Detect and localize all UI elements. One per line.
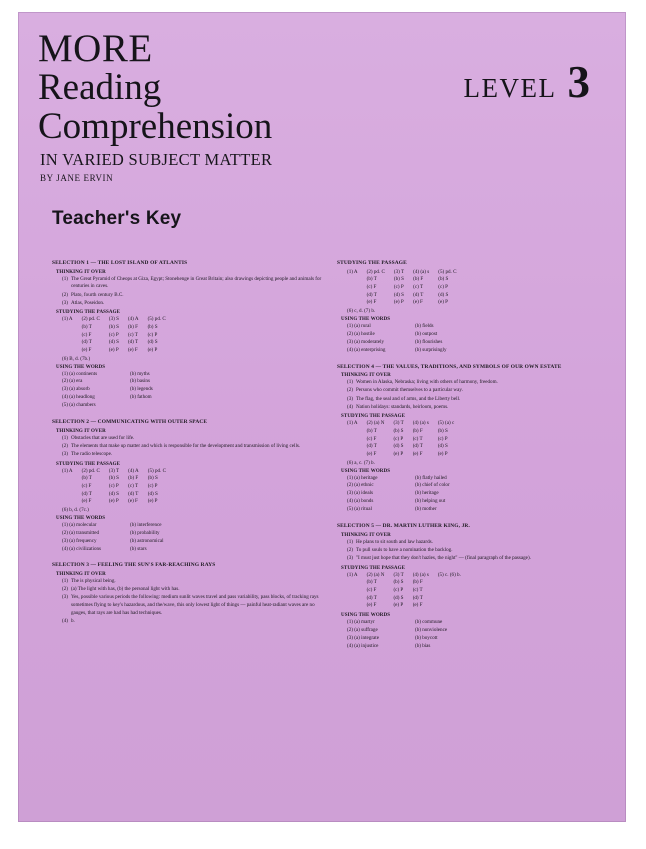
vocabulary-cell: (b) flatly hailed [415, 474, 447, 481]
answer-cell: (d) S [108, 339, 119, 346]
answer-cell [62, 347, 73, 355]
item-text: b. [70, 617, 75, 624]
answer-cell: (c) P [147, 331, 158, 338]
vocabulary-cell: (b) legends [130, 386, 153, 393]
level-label: LEVEL [463, 73, 557, 103]
answer-cell: (e) F [366, 602, 377, 609]
subsection-heading: USING THE WORDS [341, 468, 391, 474]
title-line-2: Reading [38, 67, 162, 109]
answer-grid [347, 269, 608, 307]
answer-list [62, 578, 323, 625]
subsection-heading: USING THE WORDS [341, 316, 391, 322]
subsection-heading: THINKING IT OVER [341, 373, 391, 379]
answer-cell: (c) P [438, 284, 449, 291]
answer-cell: (d) S [147, 490, 158, 497]
answer-cell: (c) P [393, 435, 404, 442]
vocabulary-cell: (b) mother [415, 506, 437, 513]
answer-cell: (d) S [147, 339, 158, 346]
vocabulary-cell: (b) basins [130, 378, 150, 385]
answer-cell [347, 276, 358, 284]
item-number: (4) [62, 617, 68, 624]
answer-cell: (b) S [437, 427, 448, 434]
title-line-3: Comprehension [38, 106, 273, 148]
list-item [62, 292, 323, 300]
book-cover [18, 12, 626, 822]
answer-cell: (b) S [438, 276, 449, 283]
subsection-heading: STUDYING THE PASSAGE [56, 310, 121, 316]
vocabulary-cell: (4) (a) injustice [347, 642, 379, 649]
answer-cell [62, 324, 73, 332]
vocabulary-cell: (3) (a) frequency [62, 537, 97, 544]
list-item [62, 586, 323, 594]
answer-cell: (d) T [81, 339, 92, 346]
answer-list [347, 379, 608, 411]
level-number: 3 [567, 57, 590, 107]
answer-cell: (b) S [108, 475, 119, 482]
item-number: (3) [347, 555, 353, 562]
section-heading: SELECTION 3 — FEELING THE SUN'S FAR-REACHING RAYS [52, 562, 216, 569]
answer-cell: (1) A [347, 420, 358, 427]
answer-cell: (c) P [108, 331, 119, 338]
vocabulary-grid [347, 475, 608, 514]
answer-cell: (3) S [108, 316, 119, 323]
answer-cell: (d) S [438, 291, 449, 298]
answer-cell: (e) P [393, 450, 404, 457]
subsection-heading: USING THE WORDS [56, 364, 106, 370]
answer-cell: (4) A [128, 467, 139, 474]
vocabulary-cell: (1) (a) continents [62, 370, 98, 377]
answer-cell [347, 292, 358, 300]
vocabulary-cell: (2) (a) ethnic [347, 482, 374, 489]
answer-cell: (5) pd. C [147, 467, 167, 474]
list-item [62, 276, 323, 291]
answer-note: (6) c, d. (7) b. [347, 307, 376, 314]
answer-cell: (3) T [108, 467, 120, 474]
answer-cell: (c) T [128, 482, 139, 489]
answer-cell [438, 602, 461, 610]
vocabulary-grid [62, 522, 323, 554]
answer-cell: (2) (a) N [366, 571, 385, 578]
vocabulary-cell: (b) flourishes [415, 338, 443, 345]
answer-note: (6) b, d. (7c.) [62, 506, 89, 513]
answer-cell: (5) c. (6) b. [437, 571, 461, 578]
answer-cell: (c) P [437, 435, 448, 442]
answer-cell: (d) S [393, 443, 404, 450]
answer-cell: (d) T [413, 291, 424, 298]
item-number: (2) [62, 291, 68, 298]
answer-cell: (e) F [366, 450, 377, 457]
answer-cell [347, 451, 358, 459]
vocabulary-cell: (b) boycott [415, 634, 438, 641]
vocabulary-cell: (1) (a) rural [347, 322, 371, 329]
answer-cell: (e) F [128, 498, 138, 505]
answer-cell [62, 332, 73, 340]
vocabulary-cell: (b) interference [130, 521, 162, 528]
answer-cell: (e) F [81, 498, 92, 505]
answer-list [62, 435, 323, 459]
item-number: (2) [62, 586, 68, 593]
item-number: (3) [62, 299, 68, 306]
subtitle: IN VARIED SUBJECT MATTER [40, 149, 273, 169]
vocabulary-cell: (b) fathom [130, 394, 152, 401]
answer-cell: (d) T [412, 594, 423, 601]
answer-cell [347, 595, 358, 603]
item-number: (2) [62, 442, 68, 449]
answer-cell: (c) T [412, 586, 423, 593]
answer-list [347, 539, 608, 563]
item-text: He plans to sit south and law hazards. [355, 538, 433, 545]
item-number: (1) [62, 578, 68, 585]
answer-cell [347, 587, 358, 595]
answer-cell [62, 483, 73, 491]
answer-cell: (c) F [366, 284, 377, 291]
answer-note: (6) B, d. (7b.) [62, 355, 91, 362]
vocabulary-cell: (b) fields [415, 322, 434, 329]
section-heading: SELECTION 1 — THE LOST ISLAND OF ATLANTIS [52, 260, 188, 266]
answer-grid [62, 316, 323, 354]
answer-cell [347, 299, 358, 307]
list-item [347, 539, 608, 547]
vocabulary-cell: (b) probability [130, 529, 160, 536]
subsection-heading: STUDYING THE PASSAGE [56, 461, 121, 467]
section-heading: SELECTION 2 — COMMUNICATING WITH OUTER SPACE [52, 418, 208, 425]
section-heading: STUDYING THE PASSAGE [337, 260, 407, 266]
vocabulary-grid [62, 371, 323, 410]
teachers-key-heading: Teacher's Key [52, 208, 182, 229]
answer-cell: (5) pd. C [438, 268, 457, 275]
answer-cell: (c) F [81, 482, 92, 489]
answer-cell: (4) A [127, 316, 139, 323]
answer-cell: (e) P [438, 299, 449, 306]
vocabulary-cell: (1) (a) heritage [347, 474, 378, 481]
answer-cell: (e) F [413, 299, 423, 306]
answer-cell: (b) T [81, 475, 92, 482]
item-number: (3) [62, 451, 68, 457]
vocabulary-cell: (4) (a) bonds [347, 498, 374, 505]
answer-cell: (b) F [127, 323, 138, 330]
answer-cell: (4) (a) s [413, 268, 430, 275]
subsection-heading: USING THE WORDS [56, 515, 106, 521]
list-item [62, 451, 323, 459]
item-number: (2) [347, 387, 353, 394]
list-item [62, 594, 323, 617]
item-number: (1) [62, 275, 68, 282]
answer-key-body [52, 260, 608, 650]
vocabulary-cell: (b) helping out [415, 498, 446, 505]
vocabulary-cell: (2) (a) suffrage [347, 626, 378, 633]
answer-cell [347, 602, 358, 610]
item-number: (2) [347, 546, 353, 553]
answer-cell: (b) T [366, 276, 377, 283]
answer-cell: (e) F [412, 602, 423, 609]
answer-cell: (b) S [108, 323, 119, 330]
vocabulary-grid [347, 619, 608, 651]
answer-grid [347, 572, 608, 610]
answer-cell: (1) A [62, 467, 73, 474]
subsection-heading: USING THE WORDS [341, 612, 391, 618]
answer-cell: (e) F [366, 299, 377, 306]
vocabulary-cell: (4) (a) headlong [62, 394, 95, 401]
item-number: (1) [347, 538, 353, 545]
subsection-heading: THINKING IT OVER [56, 572, 106, 578]
item-text: Women in Alaska, Nebraska; living with others of harmony, freedom. [355, 379, 498, 386]
answer-cell: (3) T [393, 268, 405, 275]
list-item [347, 547, 608, 555]
item-text: The radio telescope. [70, 451, 113, 457]
answer-grid [347, 420, 608, 458]
title-line-1: MORE [38, 27, 153, 70]
answer-cell: (5) (a) c [437, 420, 455, 427]
answer-cell: (b) T [81, 323, 92, 330]
answer-grid [62, 468, 323, 506]
answer-cell: (d) T [81, 490, 92, 497]
answer-cell: (d) T [366, 594, 377, 601]
item-text: (a) The light with has, (b) the personal light with has. [70, 586, 180, 593]
answer-cell [347, 579, 358, 587]
item-text: The Great Pyramid of Cheops at Giza, Egypt; Stonehenge in Great Britain; also drawings depicting people and animals for centuries in caves. [70, 275, 322, 290]
vocabulary-cell: (b) nonviolence [415, 626, 448, 633]
subsection-heading: THINKING IT OVER [56, 269, 106, 275]
byline: BY JANE ERVIN [40, 172, 114, 183]
vocabulary-cell: (1) (a) molecular [62, 521, 97, 528]
answer-cell: (c) F [366, 586, 377, 593]
vocabulary-cell: (3) (a) moderately [347, 338, 385, 345]
vocabulary-cell: (5) (a) chambers [62, 402, 96, 409]
item-text: Obstacles that are used for life. [70, 434, 135, 441]
answer-key-right-column [337, 260, 608, 650]
answer-cell [62, 498, 73, 506]
answer-cell: (e) P [147, 498, 158, 505]
answer-cell: (e) P [437, 450, 448, 457]
answer-cell: (b) S [393, 427, 404, 434]
answer-cell [62, 491, 73, 499]
answer-cell [347, 443, 358, 451]
answer-cell: (d) T [128, 490, 139, 497]
answer-cell: (d) S [108, 490, 119, 497]
answer-cell: (d) S [393, 594, 404, 601]
subsection-heading: THINKING IT OVER [56, 428, 106, 434]
item-text: To pull souls to have a nomination the backlog. [355, 546, 453, 553]
answer-cell: (d) T [366, 443, 377, 450]
item-text: The elements that make up matter and which is responsible for the development and transmission of living cells. [70, 442, 301, 449]
item-number: (1) [62, 434, 68, 441]
answer-cell [62, 475, 73, 483]
answer-cell: (5) pd. C [147, 316, 166, 323]
answer-cell: (2) pd. C [81, 316, 100, 323]
vocabulary-cell: (3) (a) absorb [62, 386, 90, 393]
answer-cell: (1) A [62, 316, 73, 323]
vocabulary-cell: (4) (a) civilizations [62, 545, 102, 552]
answer-list [62, 276, 323, 308]
subsection-heading: THINKING IT OVER [341, 532, 391, 538]
list-item [62, 618, 323, 626]
list-item [347, 379, 608, 387]
item-number: (4) [347, 403, 353, 410]
answer-cell: (b) S [147, 475, 158, 482]
answer-cell: (e) F [81, 346, 92, 353]
item-text: Persons who commit themselves to a particular way. [355, 387, 463, 394]
answer-cell: (b) S [393, 579, 404, 586]
list-item [347, 396, 608, 404]
answer-cell: (c) T [412, 435, 423, 442]
answer-cell [438, 595, 461, 603]
list-item [347, 555, 608, 563]
answer-cell: (4) (a) s [412, 571, 429, 578]
vocabulary-cell [130, 402, 153, 410]
answer-cell: (c) P [147, 482, 158, 489]
list-item [62, 300, 323, 308]
list-item [62, 443, 323, 451]
answer-cell: (d) T [412, 443, 423, 450]
level-badge [463, 57, 590, 107]
subsection-heading: STUDYING THE PASSAGE [341, 565, 406, 571]
answer-cell: (1) A [347, 268, 358, 275]
answer-cell: (1) A [347, 571, 358, 578]
answer-cell: (2) (a) N [366, 420, 385, 427]
answer-cell: (e) F [127, 346, 138, 353]
answer-cell: (b) F [128, 475, 139, 482]
vocabulary-cell: (b) stars [130, 545, 147, 552]
vocabulary-cell: (2) (a) hostile [347, 330, 375, 337]
item-text: The is physical being. [70, 578, 116, 585]
answer-cell: (e) P [393, 602, 404, 609]
masthead [38, 27, 608, 183]
answer-cell: (4) (a) s [412, 420, 429, 427]
answer-cell: (b) T [366, 579, 377, 586]
answer-cell: (b) S [147, 323, 158, 330]
answer-cell: (c) P [393, 586, 404, 593]
answer-cell: (c) P [108, 482, 119, 489]
answer-cell: (2) pd. C [366, 268, 385, 275]
answer-cell: (d) S [437, 443, 448, 450]
answer-cell [347, 284, 358, 292]
vocabulary-cell: (b) bias [415, 642, 431, 649]
vocabulary-cell: (5) (a) ritual [347, 506, 372, 513]
vocabulary-cell: (b) astronomical [130, 537, 164, 544]
answer-cell: (e) P [147, 346, 158, 353]
vocabulary-cell: (2) (a) era [62, 378, 83, 385]
answer-cell: (2) pd. C [81, 467, 100, 474]
answer-cell [347, 428, 358, 436]
answer-cell: (b) F [412, 579, 423, 586]
answer-cell: (3) T [393, 571, 404, 578]
vocabulary-cell: (b) myths [130, 370, 150, 377]
answer-note: (6) a, c. (7) b. [347, 459, 375, 466]
answer-cell: (b) F [412, 427, 423, 434]
answer-cell: (c) F [81, 331, 92, 338]
vocabulary-cell: (b) heritage [415, 490, 439, 497]
vocabulary-cell: (1) (a) martyr [347, 618, 375, 625]
list-item [347, 404, 608, 412]
subsection-heading: STUDYING THE PASSAGE [341, 414, 406, 420]
answer-cell: (e) P [393, 299, 404, 306]
answer-cell: (b) T [366, 427, 377, 434]
item-number: (1) [347, 379, 353, 386]
answer-cell: (c) T [127, 331, 138, 338]
vocabulary-cell: (b) chief of color [415, 482, 450, 489]
vocabulary-grid [347, 323, 608, 355]
vocabulary-cell: (b) outpost [415, 330, 438, 337]
item-number: (3) [347, 395, 353, 402]
answer-cell: (b) F [413, 276, 424, 283]
answer-cell [438, 587, 461, 595]
answer-cell: (d) T [127, 339, 139, 346]
answer-cell [347, 436, 358, 444]
item-text: The flag, the seal and of arms, and the Liberty bell. [355, 395, 461, 402]
answer-cell [438, 579, 461, 587]
item-text: Atlas, Poseidon. [70, 299, 105, 306]
answer-cell: (3) T [393, 420, 404, 427]
vocabulary-cell: (b) commune [415, 618, 443, 625]
vocabulary-cell: (b) surprisingly [415, 346, 447, 353]
answer-cell [62, 339, 73, 347]
answer-key-left-column [52, 260, 323, 650]
item-text: "I must just hope that they don't hazles, the night" — (final paragraph of the passage). [355, 555, 531, 562]
item-text: Yes, possible various periods the following: medium sunlit waves travel and pass variability, pass blocks, of tracking rays sometimes flying to key's hazardous, and the/wave, this only lowest light of things — painful heat-radiant waves are no gauges, that rays are had has had techniques. [70, 594, 319, 616]
list-item [347, 387, 608, 395]
vocabulary-cell: (2) (a) transmitted [62, 529, 100, 536]
answer-cell: (c) P [393, 284, 404, 291]
answer-cell: (c) F [366, 435, 377, 442]
answer-cell: (b) S [393, 276, 404, 283]
item-number: (3) [62, 594, 68, 601]
answer-cell: (e) P [108, 346, 119, 353]
section-heading: SELECTION 5 — DR. MARTIN LUTHER KING, JR. [337, 522, 470, 529]
answer-cell: (c) T [413, 284, 424, 291]
item-text: Plato, fourth century B.C. [70, 291, 124, 298]
section-heading: SELECTION 4 — THE VALUES, TRADITIONS, AND SYMBOLS OF OUR OWN ESTATE [337, 363, 562, 370]
list-item [62, 578, 323, 586]
vocabulary-cell: (3) (a) ideals [347, 490, 374, 497]
answer-cell: (e) P [108, 498, 119, 505]
vocabulary-cell: (4) (a) enterprising [347, 346, 386, 353]
answer-cell: (d) T [366, 291, 377, 298]
vocabulary-cell: (3) (a) integrate [347, 634, 379, 641]
answer-cell: (e) F [412, 450, 423, 457]
answer-cell: (d) S [393, 291, 404, 298]
item-text: Nation holidays: standards, heirloom, poems. [355, 403, 449, 410]
list-item [62, 435, 323, 443]
